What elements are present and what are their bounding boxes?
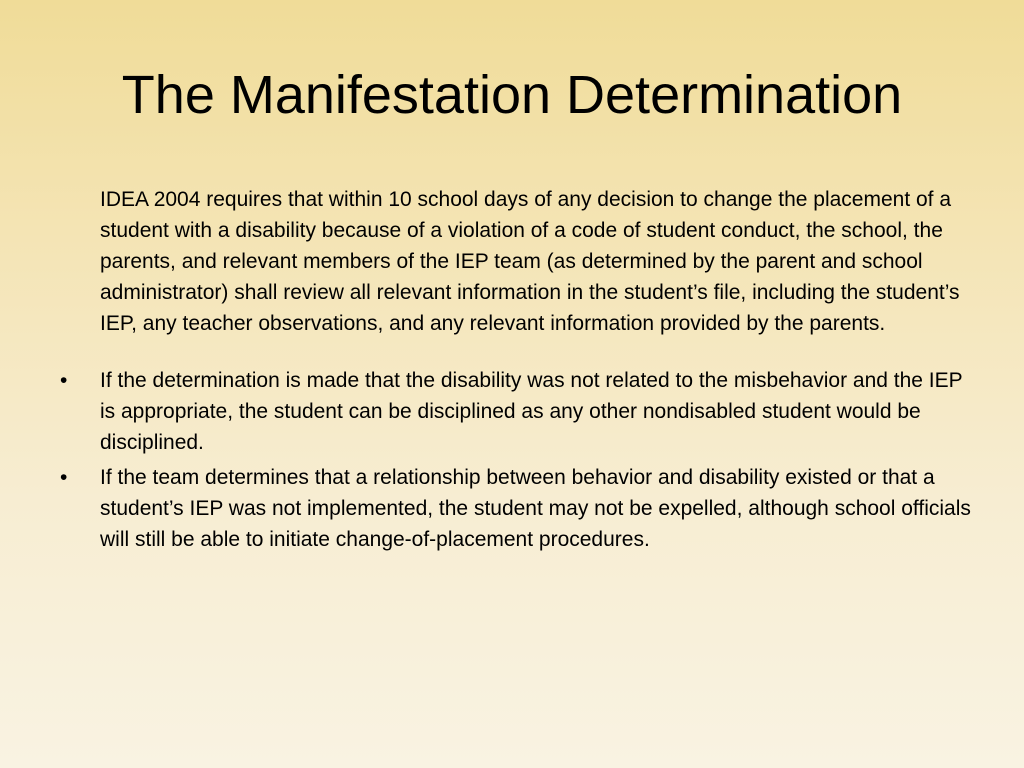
list-item	[56, 462, 976, 555]
list-item	[56, 365, 976, 458]
bullet-icon: •	[60, 369, 68, 392]
intro-paragraph: IDEA 2004 requires that within 10 school days of any decision to change the placement of a student with a disability because of a violation of a code of student conduct, the school, the parents, and relevant members of the IEP team (as determined by the parent and school administrator) shall review all relevant information in the student’s file, including the student’s IEP, any teacher observations, and any relevant information provided by the parents.	[100, 188, 960, 335]
bullet-icon: •	[60, 466, 68, 489]
slide-body	[56, 184, 976, 559]
slide-title: The Manifestation Determination	[121, 65, 903, 125]
bullet-text: If the determination is made that the disability was not related to the misbehavior and the IEP is appropriate, the student can be disciplined as any other nondisabled student would be disciplined.	[100, 369, 963, 454]
bullet-text: If the team determines that a relationship between behavior and disability existed or that a student’s IEP was not implemented, the student may not be expelled, although school officials will still be able to initiate change-of-placement procedures.	[100, 466, 971, 551]
bullet-list	[56, 365, 976, 555]
